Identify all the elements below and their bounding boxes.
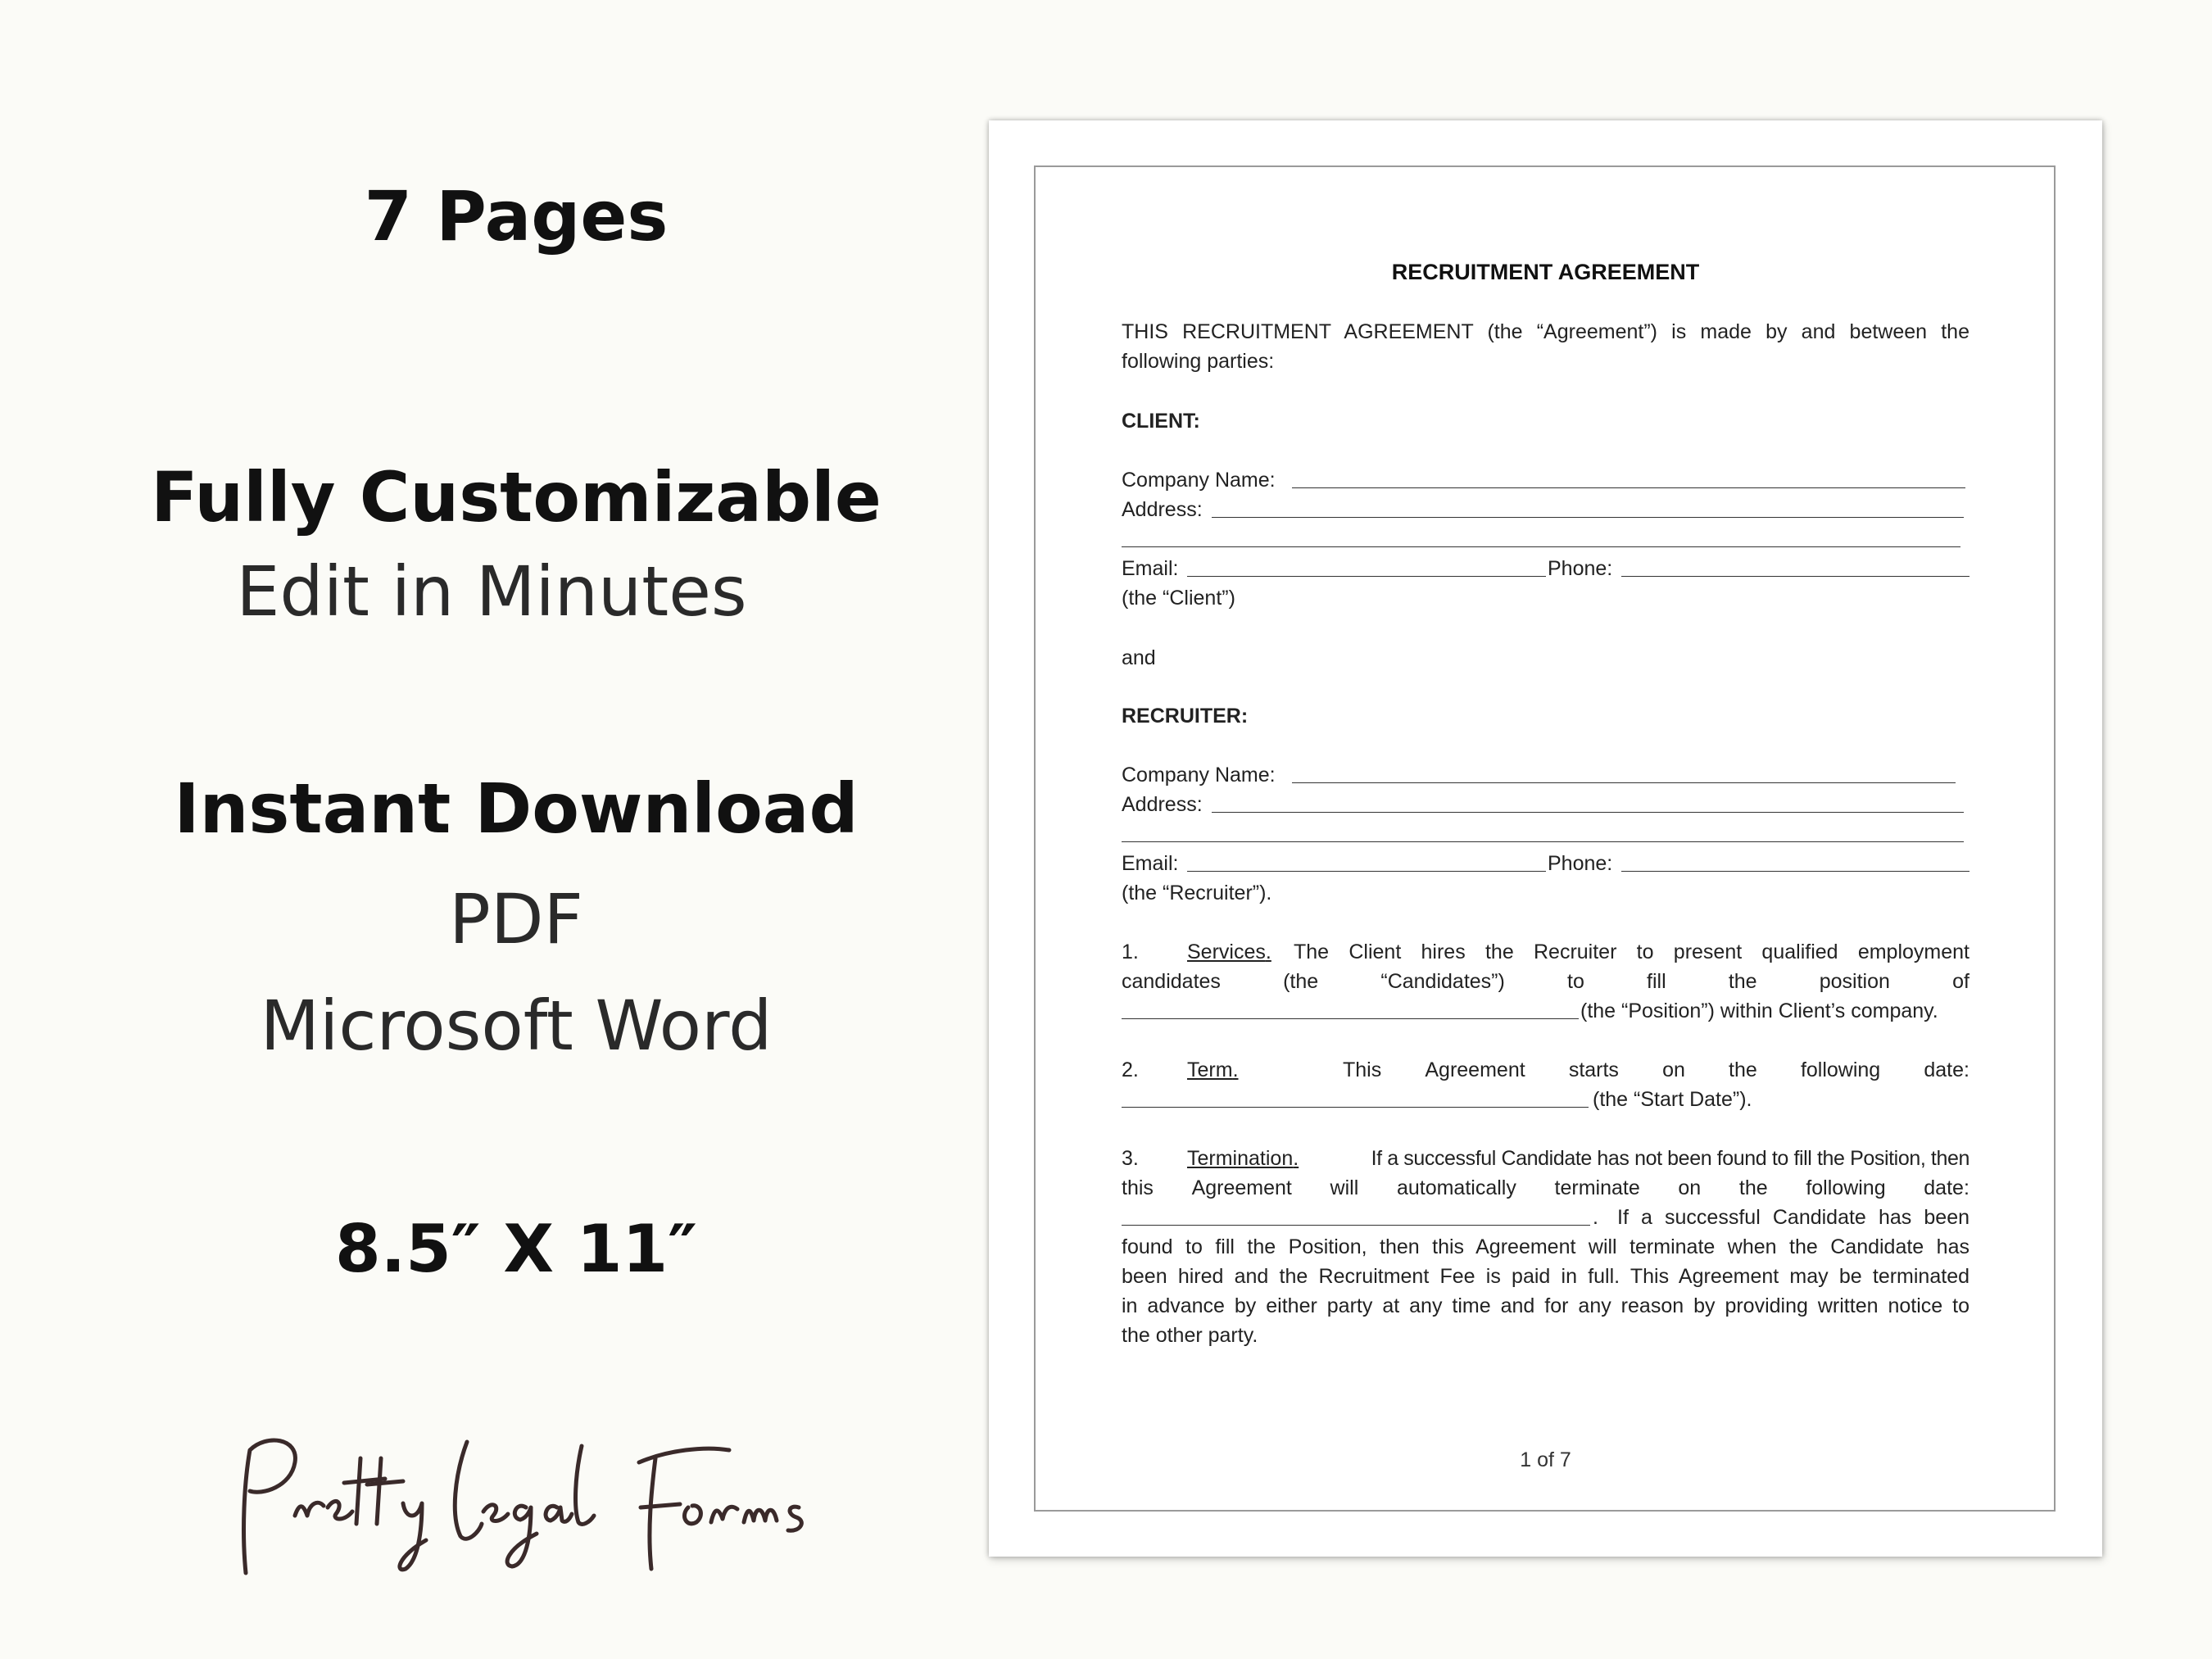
- section-1-line: The Client hires the Recruiter to present qualified employment: [1294, 941, 1969, 963]
- address-label: Address:: [1122, 793, 1203, 816]
- section-2-line: This Agreement starts on the following date:: [1343, 1058, 1969, 1081]
- format-pdf: PDF: [449, 879, 583, 959]
- section-2-line: (the “Start Date”).: [1593, 1088, 1752, 1111]
- recruiter-company-name-field[interactable]: [1292, 782, 1956, 783]
- email-label: Email:: [1122, 852, 1179, 875]
- section-number: 3.: [1122, 1147, 1139, 1170]
- recruiter-email-field[interactable]: [1187, 871, 1546, 872]
- section-3-line: found to fill the Position, then this Agreement will terminate when the Candidate has: [1122, 1235, 1969, 1258]
- recruiter-phone-field[interactable]: [1621, 871, 1969, 872]
- brand-logo: [221, 1426, 827, 1581]
- client-email-field[interactable]: [1187, 576, 1546, 577]
- recruiter-address-field-2[interactable]: [1122, 841, 1964, 842]
- section-title-services: Services.: [1187, 941, 1271, 963]
- client-company-name-field[interactable]: [1292, 487, 1965, 488]
- document-page: [989, 120, 2102, 1557]
- phone-label: Phone:: [1548, 557, 1613, 580]
- section-3-line: If a successful Candidate has been: [1617, 1206, 1969, 1229]
- edit-subtitle: Edit in Minutes: [236, 551, 747, 632]
- section-3-line: this Agreement will automatically terminate on the following date:: [1122, 1176, 1969, 1199]
- start-date-field[interactable]: [1122, 1107, 1589, 1108]
- section-1-line: candidates (the “Candidates”) to fill the position of: [1122, 970, 1969, 993]
- intro-line: THIS RECRUITMENT AGREEMENT (the “Agreement”) is made by and between the: [1122, 320, 1969, 343]
- section-number: 1.: [1122, 941, 1139, 963]
- download-heading: Instant Download: [174, 768, 859, 849]
- recruiter-definition: (the “Recruiter”).: [1122, 882, 1272, 904]
- customizable-heading: Fully Customizable: [151, 457, 882, 537]
- position-field[interactable]: [1122, 1018, 1579, 1019]
- phone-label: Phone:: [1548, 852, 1613, 875]
- termination-date-field[interactable]: [1122, 1225, 1590, 1226]
- client-header: CLIENT:: [1122, 410, 1200, 433]
- client-address-field-2[interactable]: [1122, 546, 1960, 547]
- section-3-line: in advance by either party at any time and for any reason by providing written notice to: [1122, 1294, 1969, 1317]
- section-number: 2.: [1122, 1058, 1139, 1081]
- page-count: 7 Pages: [364, 176, 669, 256]
- section-1-line: (the “Position”) within Client’s company.: [1580, 999, 1938, 1022]
- address-label: Address:: [1122, 498, 1203, 521]
- recruiter-header: RECRUITER:: [1122, 705, 1249, 728]
- company-name-label: Company Name:: [1122, 469, 1276, 492]
- section-title-term: Term.: [1187, 1058, 1239, 1081]
- section-3-line: .: [1593, 1206, 1598, 1229]
- document-title: RECRUITMENT AGREEMENT: [1391, 260, 1700, 284]
- email-label: Email:: [1122, 557, 1179, 580]
- client-address-field[interactable]: [1212, 517, 1964, 518]
- client-definition: (the “Client”): [1122, 587, 1235, 610]
- section-3-line: the other party.: [1122, 1324, 1258, 1347]
- section-3-line: If a successful Candidate has not been found to fill the Position, then: [1371, 1147, 1969, 1170]
- and-text: and: [1122, 646, 1156, 669]
- company-name-label: Company Name:: [1122, 764, 1276, 786]
- page-border: [1034, 165, 2056, 1512]
- section-3-line: been hired and the Recruitment Fee is paid in full. This Agreement may be terminated: [1122, 1265, 1969, 1288]
- page-size: 8.5″ X 11″: [335, 1211, 697, 1287]
- promo-panel: [0, 0, 1032, 1659]
- format-word: Microsoft Word: [260, 986, 773, 1066]
- section-title-termination: Termination.: [1187, 1147, 1299, 1170]
- intro-line: following parties:: [1122, 350, 1275, 373]
- recruiter-address-field[interactable]: [1212, 812, 1964, 813]
- page-number: 1 of 7: [1520, 1448, 1571, 1471]
- client-phone-field[interactable]: [1621, 576, 1969, 577]
